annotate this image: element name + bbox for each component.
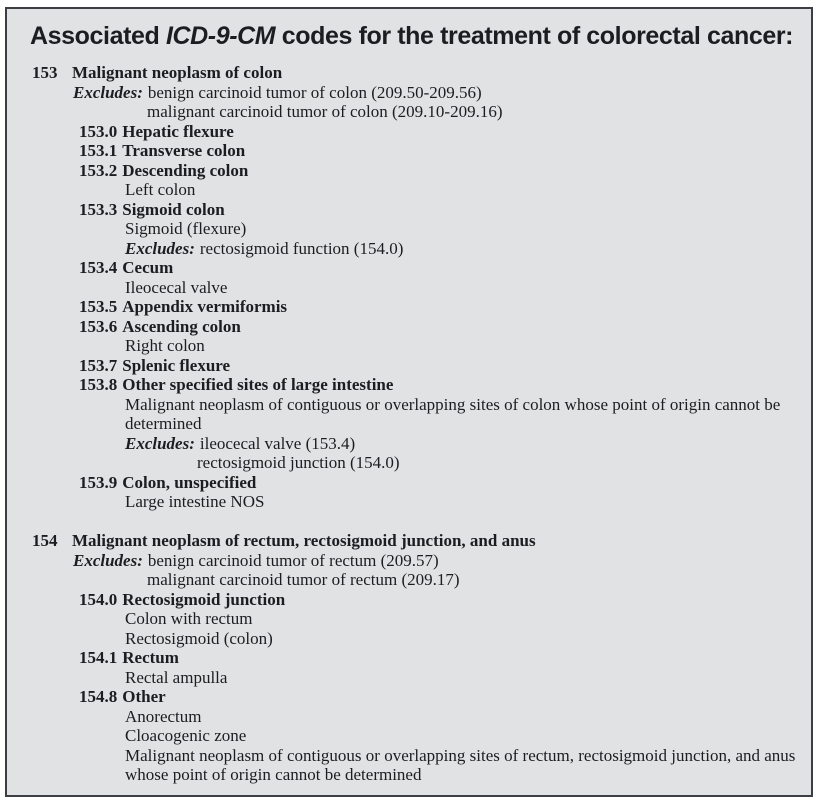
excludes-label: Excludes: [73, 550, 143, 570]
subcode-title: Splenic flexure [122, 355, 231, 375]
code-list [7, 63, 811, 785]
section-heading [7, 531, 811, 551]
subcode-title: Sigmoid colon [122, 199, 225, 219]
detail-line: Rectosigmoid (colon) [125, 628, 273, 648]
subcode-title: Hepatic flexure [122, 121, 234, 141]
subcode-title: Transverse colon [122, 141, 246, 160]
subcode-title: Other specified sites of large intestine [122, 375, 394, 394]
detail-line: Large intestine NOS [125, 492, 265, 511]
subcode-row [7, 317, 811, 337]
section-title: Malignant neoplasm of colon [72, 63, 283, 82]
excludes-continuation: malignant carcinoid tumor of colon (209.10-209.16) [147, 102, 503, 121]
subcode-title: Other [122, 687, 166, 706]
subcode-title: Cecum [122, 258, 174, 277]
subcode-row [7, 258, 811, 278]
subcode-title: Ascending colon [122, 316, 241, 336]
excludes-continuation: rectosigmoid junction (154.0) [197, 453, 400, 472]
detail-line: Anorectum [125, 706, 202, 726]
subcode-row [7, 590, 811, 610]
excludes-label: Excludes: [73, 82, 143, 102]
page-title-italic: ICD-9-CM [165, 22, 276, 50]
subcode: 153.3 [79, 199, 118, 219]
section-code: 154 [32, 531, 58, 550]
excludes-line [7, 239, 811, 259]
subcode: 153.9 [79, 472, 118, 492]
excludes-text: benign carcinoid tumor of rectum (209.57) [147, 550, 439, 570]
subcode-row [7, 356, 811, 376]
subcode-row [7, 648, 811, 668]
subcode: 153.5 [79, 297, 118, 316]
detail-line: Sigmoid (flexure) [125, 219, 247, 238]
excludes-line [7, 434, 811, 454]
detail-line: Ileocecal valve [125, 277, 228, 297]
subcode-row [7, 122, 811, 142]
section-code: 153 [32, 63, 58, 82]
subcode-row [7, 161, 811, 181]
page-title-suffix: codes for the treatment of colorectal cancer: [275, 22, 794, 50]
subcode-row [7, 687, 811, 707]
detail-line: Malignant neoplasm of contiguous or overlapping sites of colon whose point of origin cannot be determined [125, 394, 781, 433]
excludes-line [7, 83, 811, 103]
subcode: 153.4 [79, 258, 118, 277]
excludes-text: benign carcinoid tumor of colon (209.50-209.56) [147, 82, 482, 102]
excludes-text: ileocecal valve (153.4) [199, 433, 356, 453]
subcode-title: Rectosigmoid junction [122, 589, 286, 609]
subcode-title: Descending colon [122, 160, 249, 180]
detail-line: Colon with rectum [125, 609, 253, 628]
subcode-title: Rectum [122, 648, 179, 667]
subcode: 154.8 [79, 687, 118, 706]
subcode-row [7, 375, 811, 395]
subcode-row [7, 141, 811, 161]
detail-line: Rectal ampulla [125, 667, 228, 687]
subcode: 153.6 [79, 316, 118, 336]
page-title-prefix: Associated [30, 22, 166, 50]
icd-codes-box [5, 7, 813, 797]
page-title [30, 22, 811, 51]
subcode-row [7, 473, 811, 493]
excludes-continuation: malignant carcinoid tumor of rectum (209.17) [147, 570, 460, 589]
detail-line: Malignant neoplasm of contiguous or overlapping sites of rectum, rectosigmoid junction, and anus whose point of origin cannot be determined [125, 745, 796, 784]
excludes-text: rectosigmoid function (154.0) [199, 238, 404, 258]
subcode: 154.1 [79, 648, 118, 667]
excludes-label: Excludes: [125, 238, 195, 258]
code-section [7, 531, 811, 785]
subcode: 153.8 [79, 375, 118, 394]
detail-line: Right colon [125, 336, 205, 355]
subcode: 154.0 [79, 589, 118, 609]
subcode: 153.0 [79, 121, 118, 141]
excludes-line [7, 551, 811, 571]
subcode-row [7, 297, 811, 317]
subcode-row [7, 200, 811, 220]
subcode: 153.1 [79, 141, 118, 160]
subcode-title: Appendix vermiformis [122, 297, 288, 316]
detail-line: Left colon [125, 180, 196, 199]
subcode: 153.2 [79, 160, 118, 180]
section-title: Malignant neoplasm of rectum, rectosigmoid junction, and anus [72, 531, 536, 550]
excludes-label: Excludes: [125, 433, 195, 453]
detail-line: Cloacogenic zone [125, 726, 247, 745]
section-heading [7, 63, 811, 83]
subcode: 153.7 [79, 355, 118, 375]
subcode-title: Colon, unspecified [122, 472, 257, 492]
code-section [7, 63, 811, 512]
